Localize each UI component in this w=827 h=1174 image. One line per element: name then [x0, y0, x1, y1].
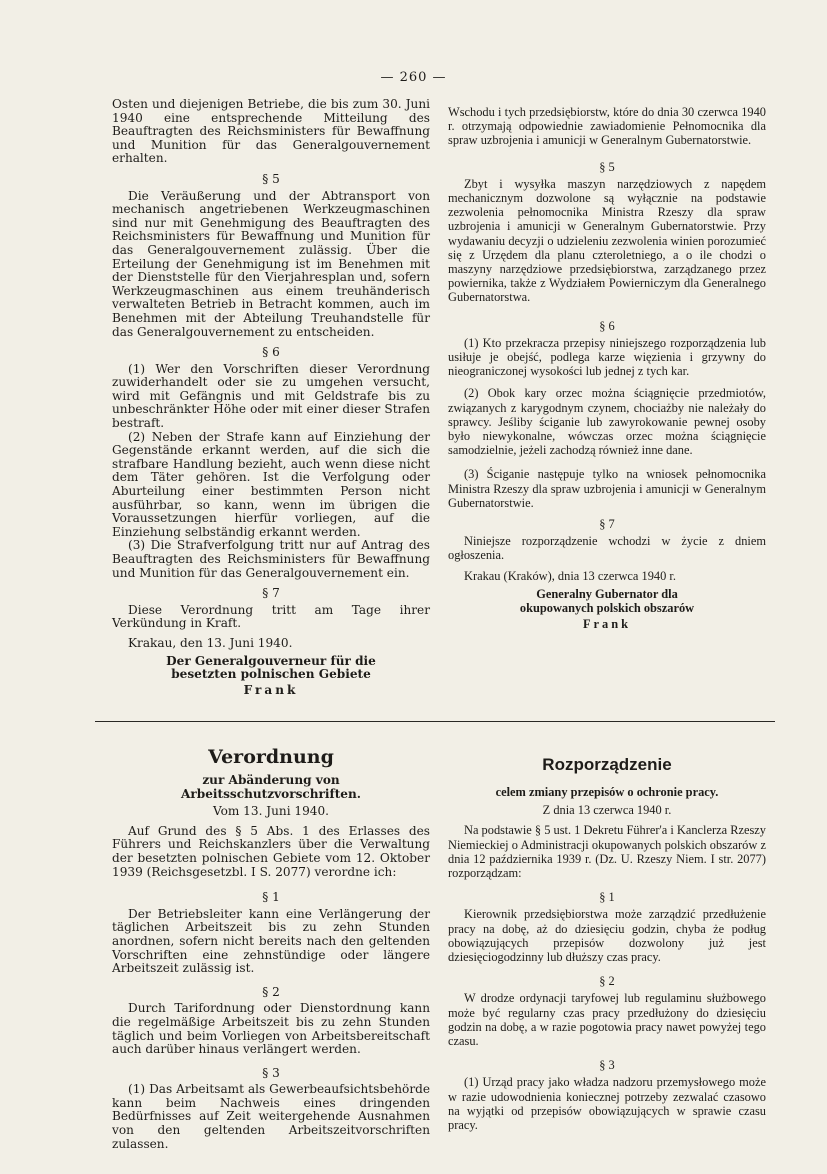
ordinance-date: Z dnia 13 czerwca 1940 r.: [542, 803, 672, 818]
section-heading: § 1: [599, 890, 615, 905]
paragraph: (3) Die Strafverfolgung tritt nur auf Antrag des Beauftragten des Reichsministers für Bewaffnung und Munition für das Generalgouvernement ein.: [112, 538, 430, 580]
ordinance-title: Rozporządzenie: [542, 755, 672, 774]
paragraph: Osten und diejenigen Betriebe, die bis zum 30. Juni 1940 eine entsprechende Mitteilung des Beauftragten des Reichsministers für Bewaffnung und Munition für das Generalgouvernement erhalten.: [112, 97, 430, 166]
section-heading: § 3: [262, 1065, 280, 1080]
paragraph: Die Veräußerung und der Abtransport von mechanisch angetriebenen Werkzeugmaschinen sind nur mit Genehmigung des Beauftragten des Reichsministers für Bewaffnung und Munition für das Generalgouvernement zulässig. Über die Erteilung der Genehmigung ist im Benehmen mit der Dienststelle für den Vierjahresplan und, sofern Werkzeugmaschinen aus einem treuhänderisch verwalteten Betrieb in Betracht kommen, auch im Benehmen mit der Abteilung Treuhandstelle für das Generalgouvernement zu entscheiden.: [112, 188, 430, 339]
paragraph: Niniejsze rozporządzenie wchodzi w życie z dniem ogłoszenia.: [448, 534, 766, 563]
ordinance-subtitle: celem zmiany przepisów o ochronie pracy.: [495, 785, 719, 799]
section-heading: § 6: [599, 318, 615, 333]
paragraph: Wschodu i tych przedsiębiorstw, które do dnia 30 czerwca 1940 r. otrzymają odpowiednie zawiadomienie Pełnomocnika dla spraw uzbrojenia i amunicji w Generalnym Gubernatorstwie.: [448, 105, 766, 148]
section-heading: § 5: [262, 171, 280, 186]
paragraph: (2) Neben der Strafe kann auf Einziehung der Gegenstände erkannt werden, auf die sich die strafbare Handlung bezieht, auch wenn diese nicht dem Täter gehören. Ist die Verfolgung oder Aburteilung einer bestimmten Person nicht ausführbar, so kann, wenn im übrigen die Voraussetzungen hierfür vorliegen, auf die Einziehung selbständig erkannt werden.: [112, 429, 430, 539]
paragraph: Der Betriebsleiter kann eine Verlängerung der täglichen Arbeitszeit bis zu zehn Stunden anordnen, sofern nicht bereits nach den geltenden Vorschriften eine zehnstündige oder längere Arbeitszeit zulässig ist.: [112, 906, 430, 976]
paragraph: Kierownik przedsiębiorstwa może zarządzić przedłużenie pracy na dobę, aż do dziesięciu godzin, chyba że podług obowiązujących przepisów dozwolony już jest dziesięciogodzinny lub dłuższy czas pracy.: [448, 907, 766, 965]
preamble: Auf Grund des § 5 Abs. 1 des Erlasses des Führers und Reichskanzlers über die Verwaltung der besetzten polnischen Gebiete vom 12. Oktober 1939 (Reichsgesetzbl. I S. 2077) verordne ich:: [112, 823, 430, 879]
paragraph: Durch Tarifordnung oder Dienstordnung kann die regelmäßige Arbeitszeit bis zu zehn Stunden täglich und beim Vorliegen von Arbeitsbereitschaft auch darüber hinaus verlängert werden.: [112, 1001, 430, 1057]
section-heading: § 6: [262, 345, 280, 360]
section-heading: § 1: [262, 890, 280, 905]
bottom-german-column: [112, 746, 430, 1151]
section-divider: [95, 721, 775, 722]
paragraph: Zbyt i wysyłka maszyn narzędziowych z napędem mechanicznym dozwolone są wyłącznie na podstawie zezwolenia pełnomocnika Ministra Rzeszy dla spraw uzbrojenia i amunicji w Generalnym Gubernatorstwie. Przy wydawaniu decyzji o udzieleniu zezwolenia winien porozumieć się z Urzędem dla planu czteroletniego, a o ile chodzi o maszyny narzędziowe przedsiębiorstwa, zarządzanego przez powiernika, także z Wydziałem Powierniczym dla Generalnego Gubernatorstwa.: [448, 176, 766, 305]
paragraph: (1) Kto przekracza przepisy niniejszego rozporządzenia lub usiłuje je obejść, podlega karze więzienia i grzywny do nieograniczonej wysokości lub jednej z tych kar.: [448, 335, 766, 379]
place-date: Krakau, den 13. Juni 1940.: [128, 635, 293, 650]
ordinance-title: Verordnung: [208, 746, 334, 768]
preamble: Na podstawie § 5 ust. 1 Dekretu Führer'a i Kanclerza Rzeszy Niemieckiej o Administracji okupowanych polskich obszarów z dnia 12 października 1939 r. (Dz. U. Rzeszy Niem. I str. 2077) rozporządzam:: [448, 823, 766, 881]
paragraph: (1) Wer den Vorschriften dieser Verordnung zuwiderhandelt oder sie zu umgehen versucht, wird mit Gefängnis und mit Geldstrafe bis zu unbeschränkter Höhe oder mit einer dieser Strafen bestraft.: [112, 361, 430, 431]
page-number: — 260 —: [380, 70, 447, 85]
section-heading: § 2: [599, 974, 615, 989]
signature-title: Generalny Gubernator dla okupowanych polskich obszarów: [519, 586, 695, 616]
signature-title: Der Generalgouverneur für die besetzten polnischen Gebiete: [166, 653, 376, 682]
signature-name: Frank: [243, 682, 299, 697]
place-date: Krakau (Kraków), dnia 13 czerwca 1940 r.: [464, 568, 676, 583]
section-heading: § 5: [599, 159, 615, 174]
bottom-polish-column: [448, 755, 766, 1132]
paragraph: W drodze ordynacji taryfowej lub regulaminu służbowego może być regularny czas pracy przedłużony do dziesięciu godzin na dobę, a w razie pogotowia pracy nawet powyżej tego czasu.: [448, 991, 766, 1049]
ordinance-subtitle: zur Abänderung von Arbeitsschutzvorschriften.: [181, 773, 361, 801]
paragraph: (1) Urząd pracy jako władza nadzoru przemysłowego może w razie udowodnienia koniecznej potrzeby zezwalać czasowo na wyjątki od przepisów obowiązujących w sprawie czasu pracy.: [448, 1075, 766, 1133]
paragraph: (3) Ściganie następuje tylko na wniosek pełnomocnika Ministra Rzeszy dla spraw uzbrojenia i amunicji w Generalnym Gubernatorstwie.: [448, 467, 766, 510]
section-heading: § 7: [599, 517, 615, 532]
section-heading: § 2: [262, 984, 280, 999]
section-heading: § 7: [262, 586, 280, 601]
top-german-column: [112, 98, 430, 697]
paragraph: Diese Verordnung tritt am Tage ihrer Verkündung in Kraft.: [112, 602, 430, 631]
section-heading: § 3: [599, 1058, 615, 1073]
paragraph: (2) Obok kary orzec można ściągnięcie przedmiotów, związanych z karygodnym czynem, chociażby nie należały do sprawcy. Jeśliby ściganie lub zawyrokowanie pewnej osoby było niewykonalne, wówczas orzec można ściągnięcie samodzielnie, jeżeli zachodzą również inne dane.: [448, 386, 766, 458]
paragraph: (1) Das Arbeitsamt als Gewerbeaufsichtsbehörde kann beim Nachweis eines dringenden Bedürfnisses auf Zeit weitergehende Ausnahmen von den geltenden Arbeitszeitvorschriften zulassen.: [112, 1082, 430, 1151]
top-polish-column: [448, 105, 766, 632]
signature-name: Frank: [582, 617, 632, 632]
ordinance-date: Vom 13. Juni 1940.: [212, 804, 330, 819]
